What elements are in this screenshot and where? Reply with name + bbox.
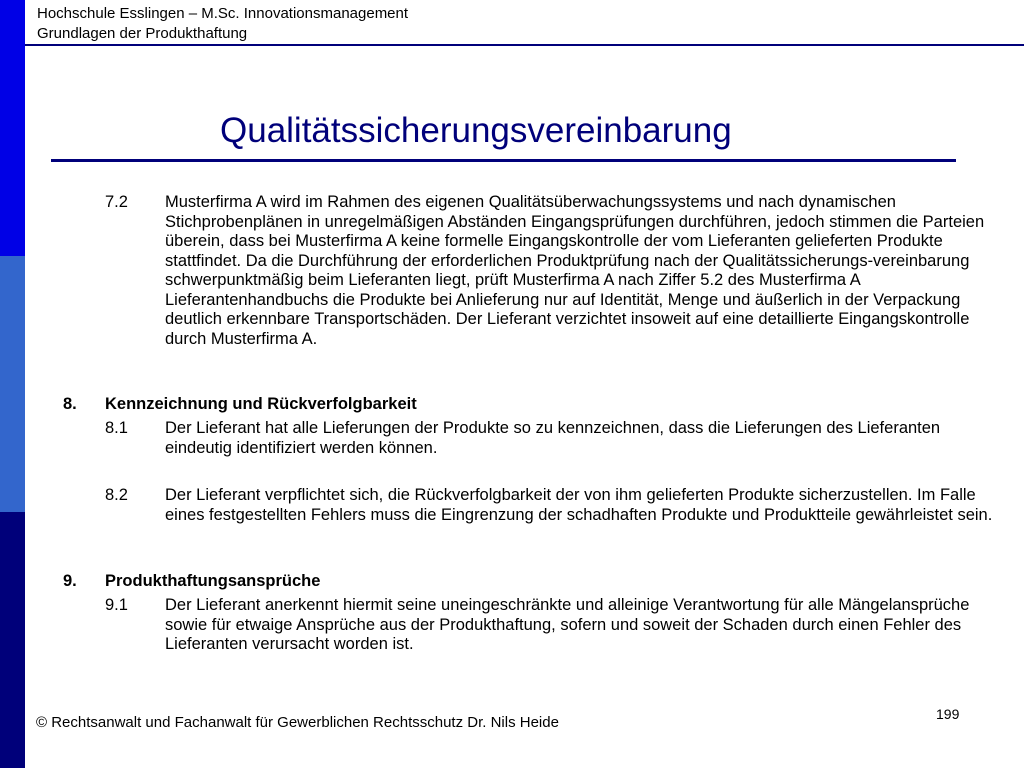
clause-number: 7.2 — [105, 193, 128, 211]
header-institution: Hochschule Esslingen – M.Sc. Innovationsmanagement — [37, 5, 409, 22]
section-number: 8. — [63, 395, 77, 413]
clause-text: Musterfirma A wird im Rahmen des eigenen Qualitätsüberwachungssystems und nach dynamischen Stichprobenplänen in unregelmäßigen Abständen Eingangsprüfungen durchführen, jedoch stimmen die Parteien überein, dass bei Musterfirma A keine formelle Eingangskontrolle der vom Lieferanten gelieferten Produkte stattfindet. Da die Durchführung der erforderlichen Produktprüfung nach der Qualitätssicherungs-vereinbarung schwerpunktmäßig beim Lieferanten liegt, prüft Musterfirma A nach Ziffer 5.2 des Musterfirma A Lieferantenhandbuchs die Produkte bei Anlieferung nur auf Identität, Menge und äußerlich in der Verpackung deutlich erkennbare Transportschäden. Der Lieferant verzichtet insoweit auf eine detaillierte Eingangskontrolle durch Musterfirma A. — [165, 193, 985, 348]
footer-copyright: © Rechtsanwalt und Fachanwalt für Gewerblichen Rechtsschutz Dr. Nils Heide — [36, 714, 559, 731]
header-divider — [25, 44, 1024, 46]
clause-text: Der Lieferant hat alle Lieferungen der Produkte so zu kennzeichnen, dass die Lieferungen des Lieferanten eindeutig identifiziert werden können. — [165, 419, 941, 457]
title-underline — [51, 159, 956, 162]
clause-number: 9.1 — [105, 596, 128, 614]
sidebar-accent-middle — [0, 256, 25, 512]
sidebar-accent-top — [0, 0, 25, 256]
clause-text: Der Lieferant verpflichtet sich, die Rückverfolgbarkeit der von ihm gelieferten Produkte sicherzustellen. Im Falle eines festgestellten Fehlers muss die Eingrenzung der schadhaften Produkte und Produktteile gewährleistet sein. — [165, 486, 993, 524]
clause-number: 8.1 — [105, 419, 128, 437]
section-title: Kennzeichnung und Rückverfolgbarkeit — [105, 395, 417, 413]
section-title: Produkthaftungsansprüche — [105, 572, 321, 590]
clause-number: 8.2 — [105, 486, 128, 504]
section-number: 9. — [63, 572, 77, 590]
page-number: 199 — [936, 706, 960, 722]
sidebar-accent-bottom — [0, 512, 25, 768]
clause-text: Der Lieferant anerkennt hiermit seine uneingeschränkte und alleinige Verantwortung für alle Mängelansprüche sowie für etwaige Ansprüche aus der Produkthaftung, sofern und soweit der Schaden durch einen Fehler des Lieferanten verursacht worden ist. — [165, 596, 970, 653]
slide-title: Qualitätssicherungsvereinbarung — [220, 111, 732, 150]
header-course: Grundlagen der Produkthaftung — [37, 25, 248, 42]
